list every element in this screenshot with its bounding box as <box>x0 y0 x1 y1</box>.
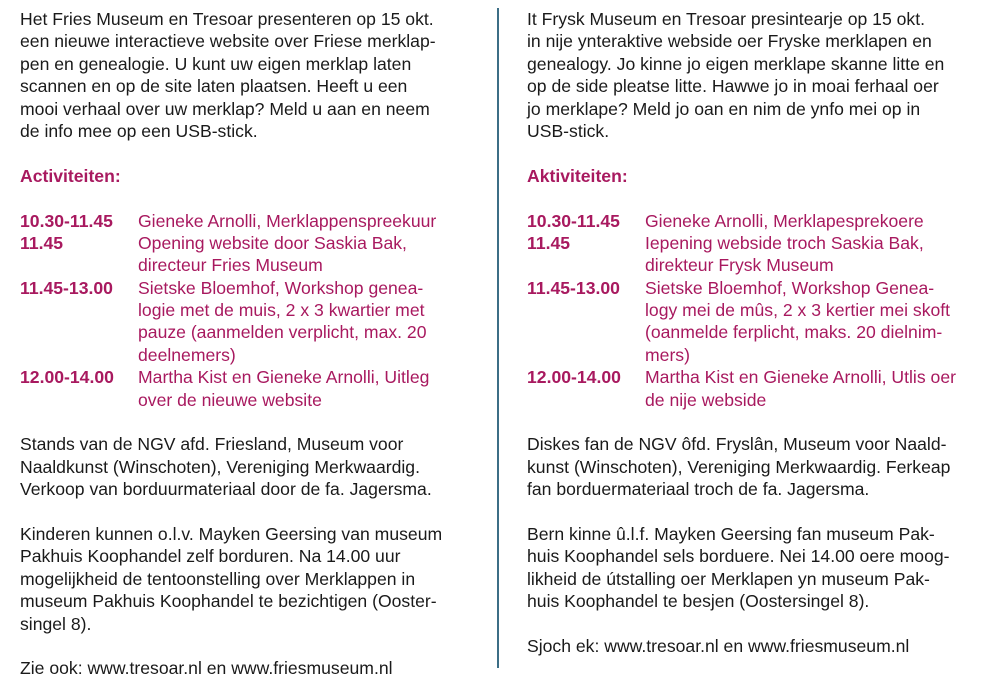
intro-paragraph <box>20 8 442 142</box>
schedule-time: 11.45 <box>527 232 571 253</box>
schedule-item <box>20 366 442 411</box>
frisian-column <box>527 8 956 657</box>
column-divider <box>497 8 499 668</box>
schedule-item <box>527 366 956 411</box>
schedule-time: 11.45 <box>20 232 64 253</box>
schedule-item <box>527 232 956 277</box>
text-line: singel 8). <box>20 613 92 634</box>
schedule-item <box>527 277 956 367</box>
text-line: huis Koophandel sels borduere. Nei 14.00 oere moog- <box>527 546 950 567</box>
schedule-text: over de nieuwe website <box>138 389 322 410</box>
schedule-text: Iepening webside troch Saskia Bak, <box>645 232 924 253</box>
schedule <box>20 210 442 412</box>
text-line: Pakhuis Koophandel zelf borduren. Na 14.00 uur <box>20 546 401 567</box>
schedule-item <box>20 277 442 367</box>
schedule-text: Gieneke Arnolli, Merklapesprekoere <box>645 210 924 231</box>
schedule-text: directeur Fries Museum <box>138 255 323 276</box>
see-also-links[interactable]: Zie ook: www.tresoar.nl en www.friesmuseum.nl <box>20 658 393 679</box>
text-line: Kinderen kunnen o.l.v. Mayken Geersing van museum <box>20 523 443 544</box>
text-line: huis Koophandel te besjen (Oostersingel 8). <box>527 591 870 612</box>
stands-paragraph <box>20 433 442 500</box>
text-line: fan borduermateriaal troch de fa. Jagersma. <box>527 479 870 500</box>
schedule-item <box>527 210 956 232</box>
activities-heading: Activiteiten: <box>20 165 121 186</box>
dutch-column <box>20 8 442 680</box>
schedule-item <box>20 232 442 277</box>
text-line: museum Pakhuis Koophandel te bezichtigen (Ooster- <box>20 591 437 612</box>
schedule-text: Sietske Bloemhof, Workshop genea- <box>138 277 424 298</box>
text-line: een nieuwe interactieve website over Friese merklap- <box>20 31 436 52</box>
schedule <box>527 210 956 412</box>
schedule-text: mers) <box>645 344 690 365</box>
text-line: likheid de útstalling oer Merklapen yn museum Pak- <box>527 568 930 589</box>
kids-paragraph <box>20 523 442 635</box>
kids-paragraph <box>527 523 956 613</box>
schedule-text: Opening website door Saskia Bak, <box>138 232 407 253</box>
schedule-text: logie met de muis, 2 x 3 kwartier met <box>138 300 425 321</box>
schedule-item <box>20 210 442 232</box>
schedule-time: 11.45-13.00 <box>527 277 620 298</box>
schedule-time: 12.00-14.00 <box>527 367 621 388</box>
schedule-text: pauze (aanmelden verplicht, max. 20 <box>138 322 427 343</box>
text-line: jo merklape? Meld jo oan en nim de ynfo mei op in <box>527 98 921 119</box>
schedule-time: 10.30-11.45 <box>20 210 113 231</box>
text-line: de info mee op een USB-stick. <box>20 120 258 141</box>
text-line: Het Fries Museum en Tresoar presenteren op 15 okt. <box>20 9 434 29</box>
text-line: mooi verhaal over uw merklap? Meld u aan en neem <box>20 98 430 119</box>
schedule-text: Gieneke Arnolli, Merklappenspreekuur <box>138 210 437 231</box>
text-line: Stands van de NGV afd. Friesland, Museum voor <box>20 434 404 455</box>
schedule-text: Sietske Bloemhof, Workshop Genea- <box>645 277 935 298</box>
schedule-text: direkteur Frysk Museum <box>645 255 834 276</box>
schedule-time: 11.45-13.00 <box>20 277 113 298</box>
schedule-time: 10.30-11.45 <box>527 210 620 231</box>
schedule-time: 12.00-14.00 <box>20 367 114 388</box>
text-line: Bern kinne û.l.f. Mayken Geersing fan museum Pak- <box>527 523 935 544</box>
schedule-text: de nije webside <box>645 389 767 410</box>
text-line: mogelijkheid de tentoonstelling over Merklappen in <box>20 568 416 589</box>
see-also-links[interactable]: Sjoch ek: www.tresoar.nl en www.friesmuseum.nl <box>527 635 910 656</box>
schedule-text: deelnemers) <box>138 344 236 365</box>
schedule-text: Martha Kist en Gieneke Arnolli, Uitleg <box>138 367 430 388</box>
text-line: Diskes fan de NGV ôfd. Fryslân, Museum voor Naald- <box>527 434 947 455</box>
activities-heading: Aktiviteiten: <box>527 165 628 186</box>
schedule-text: logy mei de mûs, 2 x 3 kertier mei skoft <box>645 300 951 321</box>
text-line: genealogy. Jo kinne jo eigen merklape skanne litte en <box>527 53 945 74</box>
text-line: pen en genealogie. U kunt uw eigen merklap laten <box>20 53 412 74</box>
text-line: USB-stick. <box>527 120 610 141</box>
schedule-text: (oanmelde ferplicht, maks. 20 dielnim- <box>645 322 943 343</box>
stands-paragraph <box>527 433 956 500</box>
text-line: Verkoop van borduurmateriaal door de fa. Jagersma. <box>20 479 432 500</box>
text-line: kunst (Winschoten), Vereniging Merkwaardig. Ferkeap <box>527 456 951 477</box>
text-line: in nije ynteraktive webside oer Fryske merklapen en <box>527 31 932 52</box>
text-line: It Frysk Museum en Tresoar presintearje op 15 okt. <box>527 9 925 29</box>
text-line: scannen en op de site laten plaatsen. Heeft u een <box>20 76 408 97</box>
schedule-text: Martha Kist en Gieneke Arnolli, Utlis oer <box>645 367 956 388</box>
text-line: op de side pleatse litte. Hawwe jo in moai ferhaal oer <box>527 76 939 97</box>
text-line: Naaldkunst (Winschoten), Vereniging Merkwaardig. <box>20 456 420 477</box>
intro-paragraph <box>527 8 956 142</box>
